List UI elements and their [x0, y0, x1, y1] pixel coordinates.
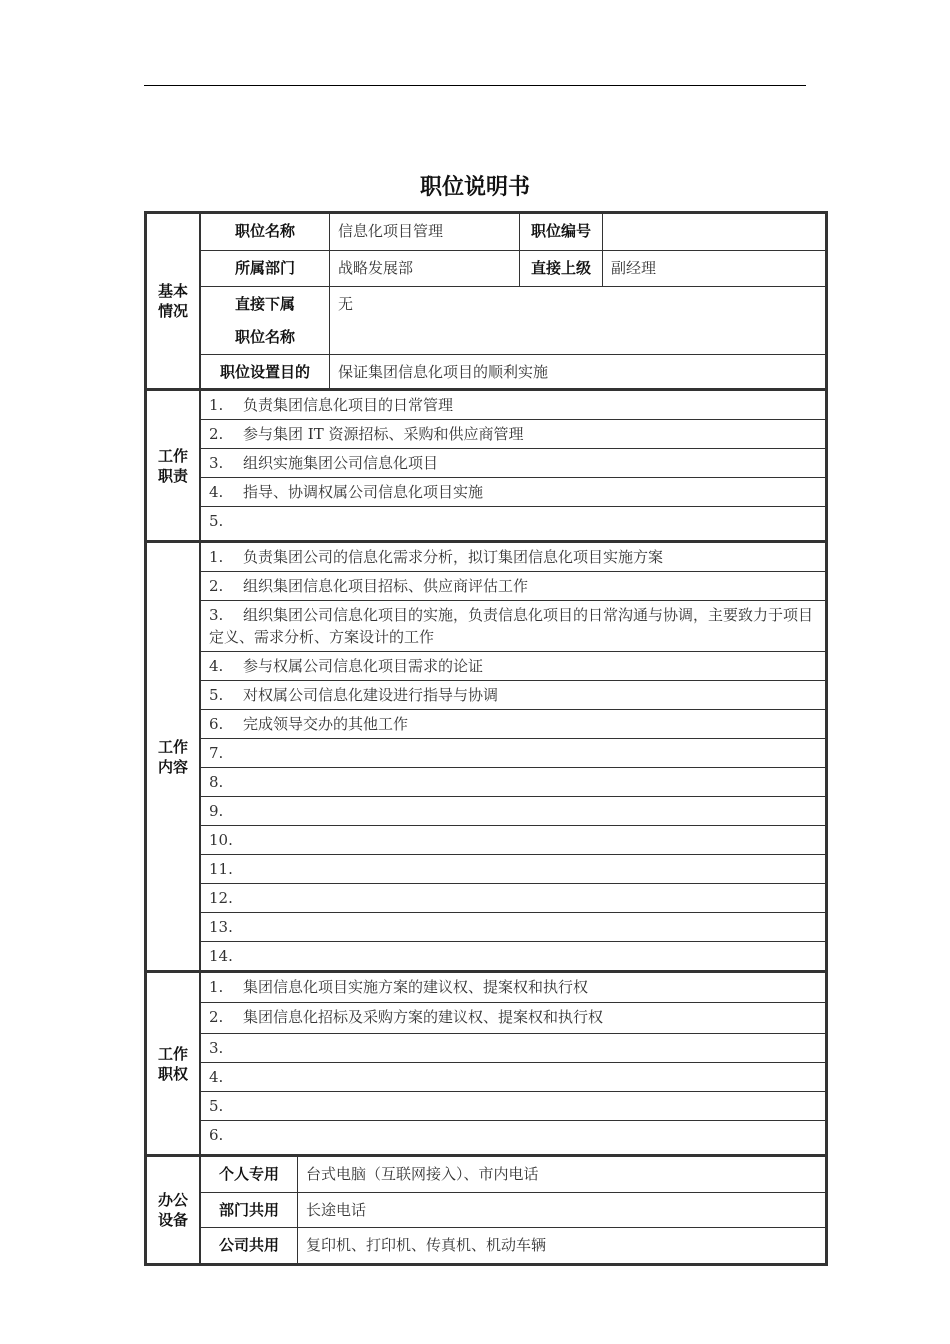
label-department: 所属部门 — [201, 251, 330, 286]
row-purpose — [201, 355, 825, 388]
job-description-form — [144, 211, 828, 1266]
duties-item-number: 1. — [209, 396, 224, 414]
section-duties — [144, 388, 828, 540]
content-item-text: 对权属公司信息化建设进行指导与协调 — [243, 686, 499, 704]
content-item — [201, 681, 825, 710]
row-subordinate — [201, 287, 825, 355]
content-item-number: 5. — [209, 686, 224, 704]
section-equipment — [144, 1154, 828, 1266]
content-item — [201, 768, 825, 797]
authority-item-number: 3. — [209, 1039, 224, 1057]
duties-item-number: 5. — [209, 512, 224, 530]
duties-item-number: 3. — [209, 454, 224, 472]
section-authority — [144, 970, 828, 1154]
section-basic — [144, 211, 828, 388]
section-label-content: 工作内容 — [147, 543, 201, 970]
duties-item-number: 2. — [209, 425, 224, 443]
duties-item-text: 负责集团信息化项目的日常管理 — [243, 396, 454, 414]
content-item — [201, 826, 825, 855]
value-equipment-personal: 台式电脑（互联网接入）、市内电话 — [306, 1165, 539, 1183]
label-equipment-company: 公司共用 — [201, 1228, 298, 1263]
value-department: 战略发展部 — [330, 251, 520, 286]
content-item-number: 12. — [209, 889, 233, 907]
label-equipment-department: 部门共用 — [201, 1193, 298, 1227]
label-position-name: 职位名称 — [201, 214, 330, 250]
content-item-number: 7. — [209, 744, 224, 762]
content-item-number: 3. — [209, 606, 224, 624]
authority-item — [201, 1121, 825, 1154]
duties-item-text: 组织实施集团公司信息化项目 — [243, 454, 439, 472]
authority-item — [201, 1092, 825, 1121]
value-position-code — [603, 214, 825, 250]
content-item-number: 10. — [209, 831, 233, 849]
content-item-number: 2. — [209, 577, 224, 595]
content-item-text: 组织集团公司信息化项目的实施，负责信息化项目的日常沟通与协调，主要致力于项目定义、需求分析、方案设计的工作 — [209, 606, 814, 646]
content-item — [201, 942, 825, 970]
value-equipment-department: 长途电话 — [306, 1201, 367, 1219]
content-item — [201, 913, 825, 942]
label-position-code: 职位编号 — [520, 214, 603, 250]
content-item — [201, 797, 825, 826]
authority-item — [201, 1034, 825, 1063]
duties-item — [201, 449, 825, 478]
value-position-name: 信息化项目管理 — [330, 214, 520, 250]
authority-item-text: 集团信息化招标及采购方案的建议权、提案权和执行权 — [243, 1008, 604, 1026]
duties-item — [201, 478, 825, 507]
content-item — [201, 572, 825, 601]
content-item-number: 4. — [209, 657, 224, 675]
section-content — [144, 540, 828, 970]
section-label-equipment: 办公设备 — [147, 1157, 201, 1263]
content-item-text: 完成领导交办的其他工作 — [243, 715, 409, 733]
content-item-number: 13. — [209, 918, 233, 936]
value-purpose: 保证集团信息化项目的顺利实施 — [338, 363, 549, 381]
authority-item-number: 5. — [209, 1097, 224, 1115]
content-item — [201, 710, 825, 739]
label-purpose: 职位设置目的 — [201, 355, 330, 388]
authority-item — [201, 973, 825, 1003]
content-item — [201, 543, 825, 572]
content-item-text: 参与权属公司信息化项目需求的论证 — [243, 657, 484, 675]
section-label-duties: 工作职责 — [147, 391, 201, 540]
value-subordinate: 无 — [338, 295, 354, 313]
content-item-number: 14. — [209, 947, 233, 965]
label-subordinate: 直接下属 职位名称 — [201, 287, 330, 354]
content-item — [201, 652, 825, 681]
row-position-name — [201, 214, 825, 251]
content-item — [201, 601, 825, 652]
duties-item — [201, 391, 825, 420]
row-equipment-department — [201, 1193, 825, 1228]
content-item — [201, 739, 825, 768]
duties-item — [201, 507, 825, 540]
duties-item-text: 参与集团 IT 资源招标、采购和供应商管理 — [243, 425, 524, 443]
value-equipment-company: 复印机、打印机、传真机、机动车辆 — [306, 1236, 547, 1254]
authority-item-number: 2. — [209, 1008, 224, 1026]
authority-item-number: 4. — [209, 1068, 224, 1086]
content-item-number: 9. — [209, 802, 224, 820]
content-item — [201, 855, 825, 884]
authority-item-number: 1. — [209, 978, 224, 996]
section-label-authority: 工作职权 — [147, 973, 201, 1154]
duties-item — [201, 420, 825, 449]
content-item-text: 负责集团公司的信息化需求分析，拟订集团信息化项目实施方案 — [243, 548, 664, 566]
content-item-number: 1. — [209, 548, 224, 566]
content-item-number: 6. — [209, 715, 224, 733]
header-rule — [144, 85, 806, 86]
authority-item — [201, 1003, 825, 1034]
authority-item-text: 集团信息化项目实施方案的建议权、提案权和执行权 — [243, 978, 589, 996]
document-title: 职位说明书 — [419, 175, 530, 200]
label-superior: 直接上级 — [520, 251, 603, 286]
section-label-basic: 基本情况 — [147, 214, 201, 388]
label-equipment-personal: 个人专用 — [201, 1157, 298, 1192]
value-superior: 副经理 — [611, 259, 657, 277]
content-item-number: 8. — [209, 773, 224, 791]
content-item-text: 组织集团信息化项目招标、供应商评估工作 — [243, 577, 529, 595]
duties-item-number: 4. — [209, 483, 224, 501]
authority-item-number: 6. — [209, 1126, 224, 1144]
row-department — [201, 251, 825, 287]
row-equipment-company — [201, 1228, 825, 1263]
content-item-number: 11. — [209, 860, 233, 878]
duties-item-text: 指导、协调权属公司信息化项目实施 — [243, 483, 484, 501]
row-equipment-personal — [201, 1157, 825, 1193]
authority-item — [201, 1063, 825, 1092]
content-item — [201, 884, 825, 913]
